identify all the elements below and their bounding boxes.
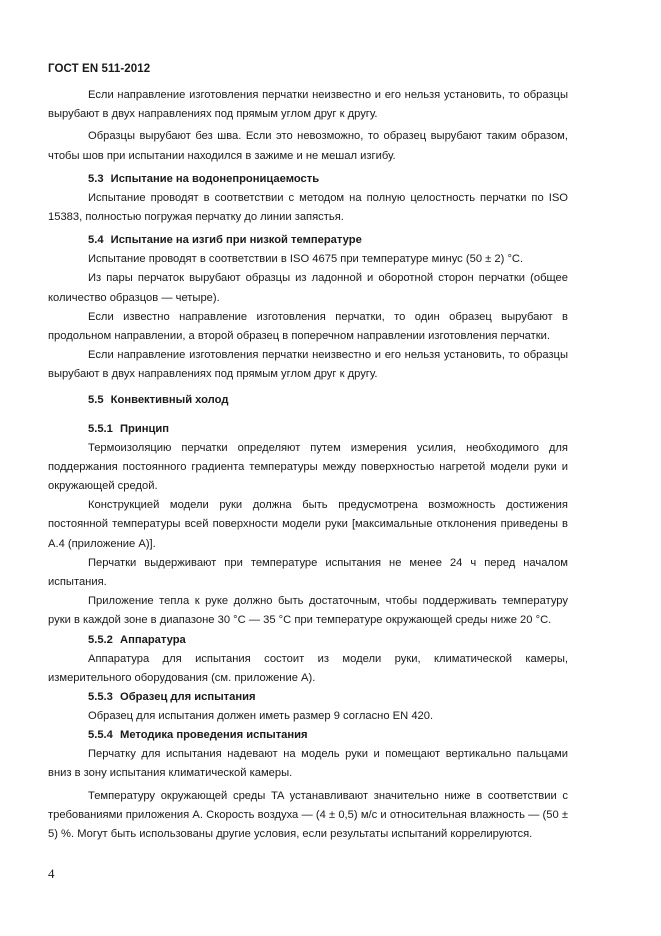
section-title: Испытание на изгиб при низкой температуре [110, 234, 362, 247]
section-heading [48, 170, 568, 189]
section-heading [48, 391, 568, 410]
section-heading [48, 420, 568, 439]
section-title: Образец для испытания [120, 691, 256, 704]
document-body [48, 86, 568, 844]
paragraph: Если направление изготовления перчатки неизвестно и его нельзя установить, то образцы вырубают в двух направлениях под прямым углом друг к другу. [48, 349, 568, 381]
section-heading [48, 726, 568, 745]
section-heading [48, 231, 568, 250]
section-title: Методика проведения испытания [120, 729, 308, 742]
paragraph: Из пары перчаток вырубают образцы из ладонной и оборотной сторон перчатки (общее количество образцов — четыре). [48, 272, 568, 304]
section-title: Аппаратура [120, 633, 186, 646]
paragraph: Испытание проводят в соответствии с методом на полную целостность перчатки по ISO 15383, полностью погружая перчатку до линии запястья. [48, 191, 568, 224]
section-number: 5.5 [88, 393, 104, 406]
paragraph: Образец для испытания должен иметь размер 9 согласно EN 420. [88, 710, 434, 723]
paragraph: Перчатки выдерживают при температуре испытания не менее 24 ч перед началом испытания. [48, 556, 568, 589]
section-number: 5.5.3 [88, 691, 113, 704]
paragraph: Если известно направление изготовления перчатки, то один образец вырубают в продольном направлении, а второй образец в поперечном направлении изготовления перчатки. [48, 310, 568, 343]
section-title: Принцип [120, 422, 170, 435]
section-title: Конвективный холод [110, 393, 229, 406]
page-number: 4 [48, 866, 55, 881]
section-title: Испытание на водонепроницаемость [110, 172, 320, 185]
paragraph: Образцы вырубают без шва. Если это невозможно, то образец вырубают таким образом, чтобы шов при испытании находился в зажиме и не мешал изгибу. [48, 130, 568, 162]
paragraph: Аппаратура для испытания состоит из модели руки, климатической камеры, измерительного оборудования (см. приложение А). [48, 652, 568, 684]
paragraph: Приложение тепла к руке должно быть достаточным, чтобы поддерживать температуру руки в каждой зоне в диапазоне 30 °С — 35 °С при температуре окружающей среды ниже 20 °С. [48, 595, 568, 627]
section-heading [48, 688, 568, 707]
paragraph: Перчатку для испытания надевают на модель руки и помещают вертикально пальцами вниз в зону испытания климатической камеры. [48, 748, 568, 780]
paragraph: Температуру окружающей среды TA устанавливают значительно ниже в соответствии с требованиями приложения А. Скорость воздуха — (4 ± 0,5) м/с и относительная влажность — (50 ± 5) %. Могут быть использованы другие условия, если результаты испытаний коррелируются. [48, 789, 568, 841]
section-number: 5.5.2 [88, 633, 113, 646]
paragraph: Конструкцией модели руки должна быть предусмотрена возможность достижения постоянной температуры всей поверхности модели руки [максимальные отклонения приведены в А.4 (приложение А)]. [48, 499, 568, 550]
section-number: 5.3 [88, 172, 104, 185]
paragraph: Если направление изготовления перчатки неизвестно и его нельзя установить, то образцы вырубают в двух направлениях под прямым углом друг к другу. [48, 89, 568, 121]
standard-header: ГОСТ EN 511-2012 [48, 63, 151, 75]
paragraph: Испытание проводят в соответствии в ISO 4675 при температуре минус (50 ± 2) °С. [88, 253, 524, 266]
paragraph: Термоизоляцию перчатки определяют путем измерения усилия, необходимого для поддержания постоянного градиента температуры между поверхностью нагретой модели руки и окружающей средой. [48, 441, 568, 493]
section-number: 5.4 [88, 234, 104, 247]
section-heading [48, 631, 568, 650]
section-number: 5.5.4 [88, 729, 113, 742]
section-number: 5.5.1 [88, 422, 113, 435]
